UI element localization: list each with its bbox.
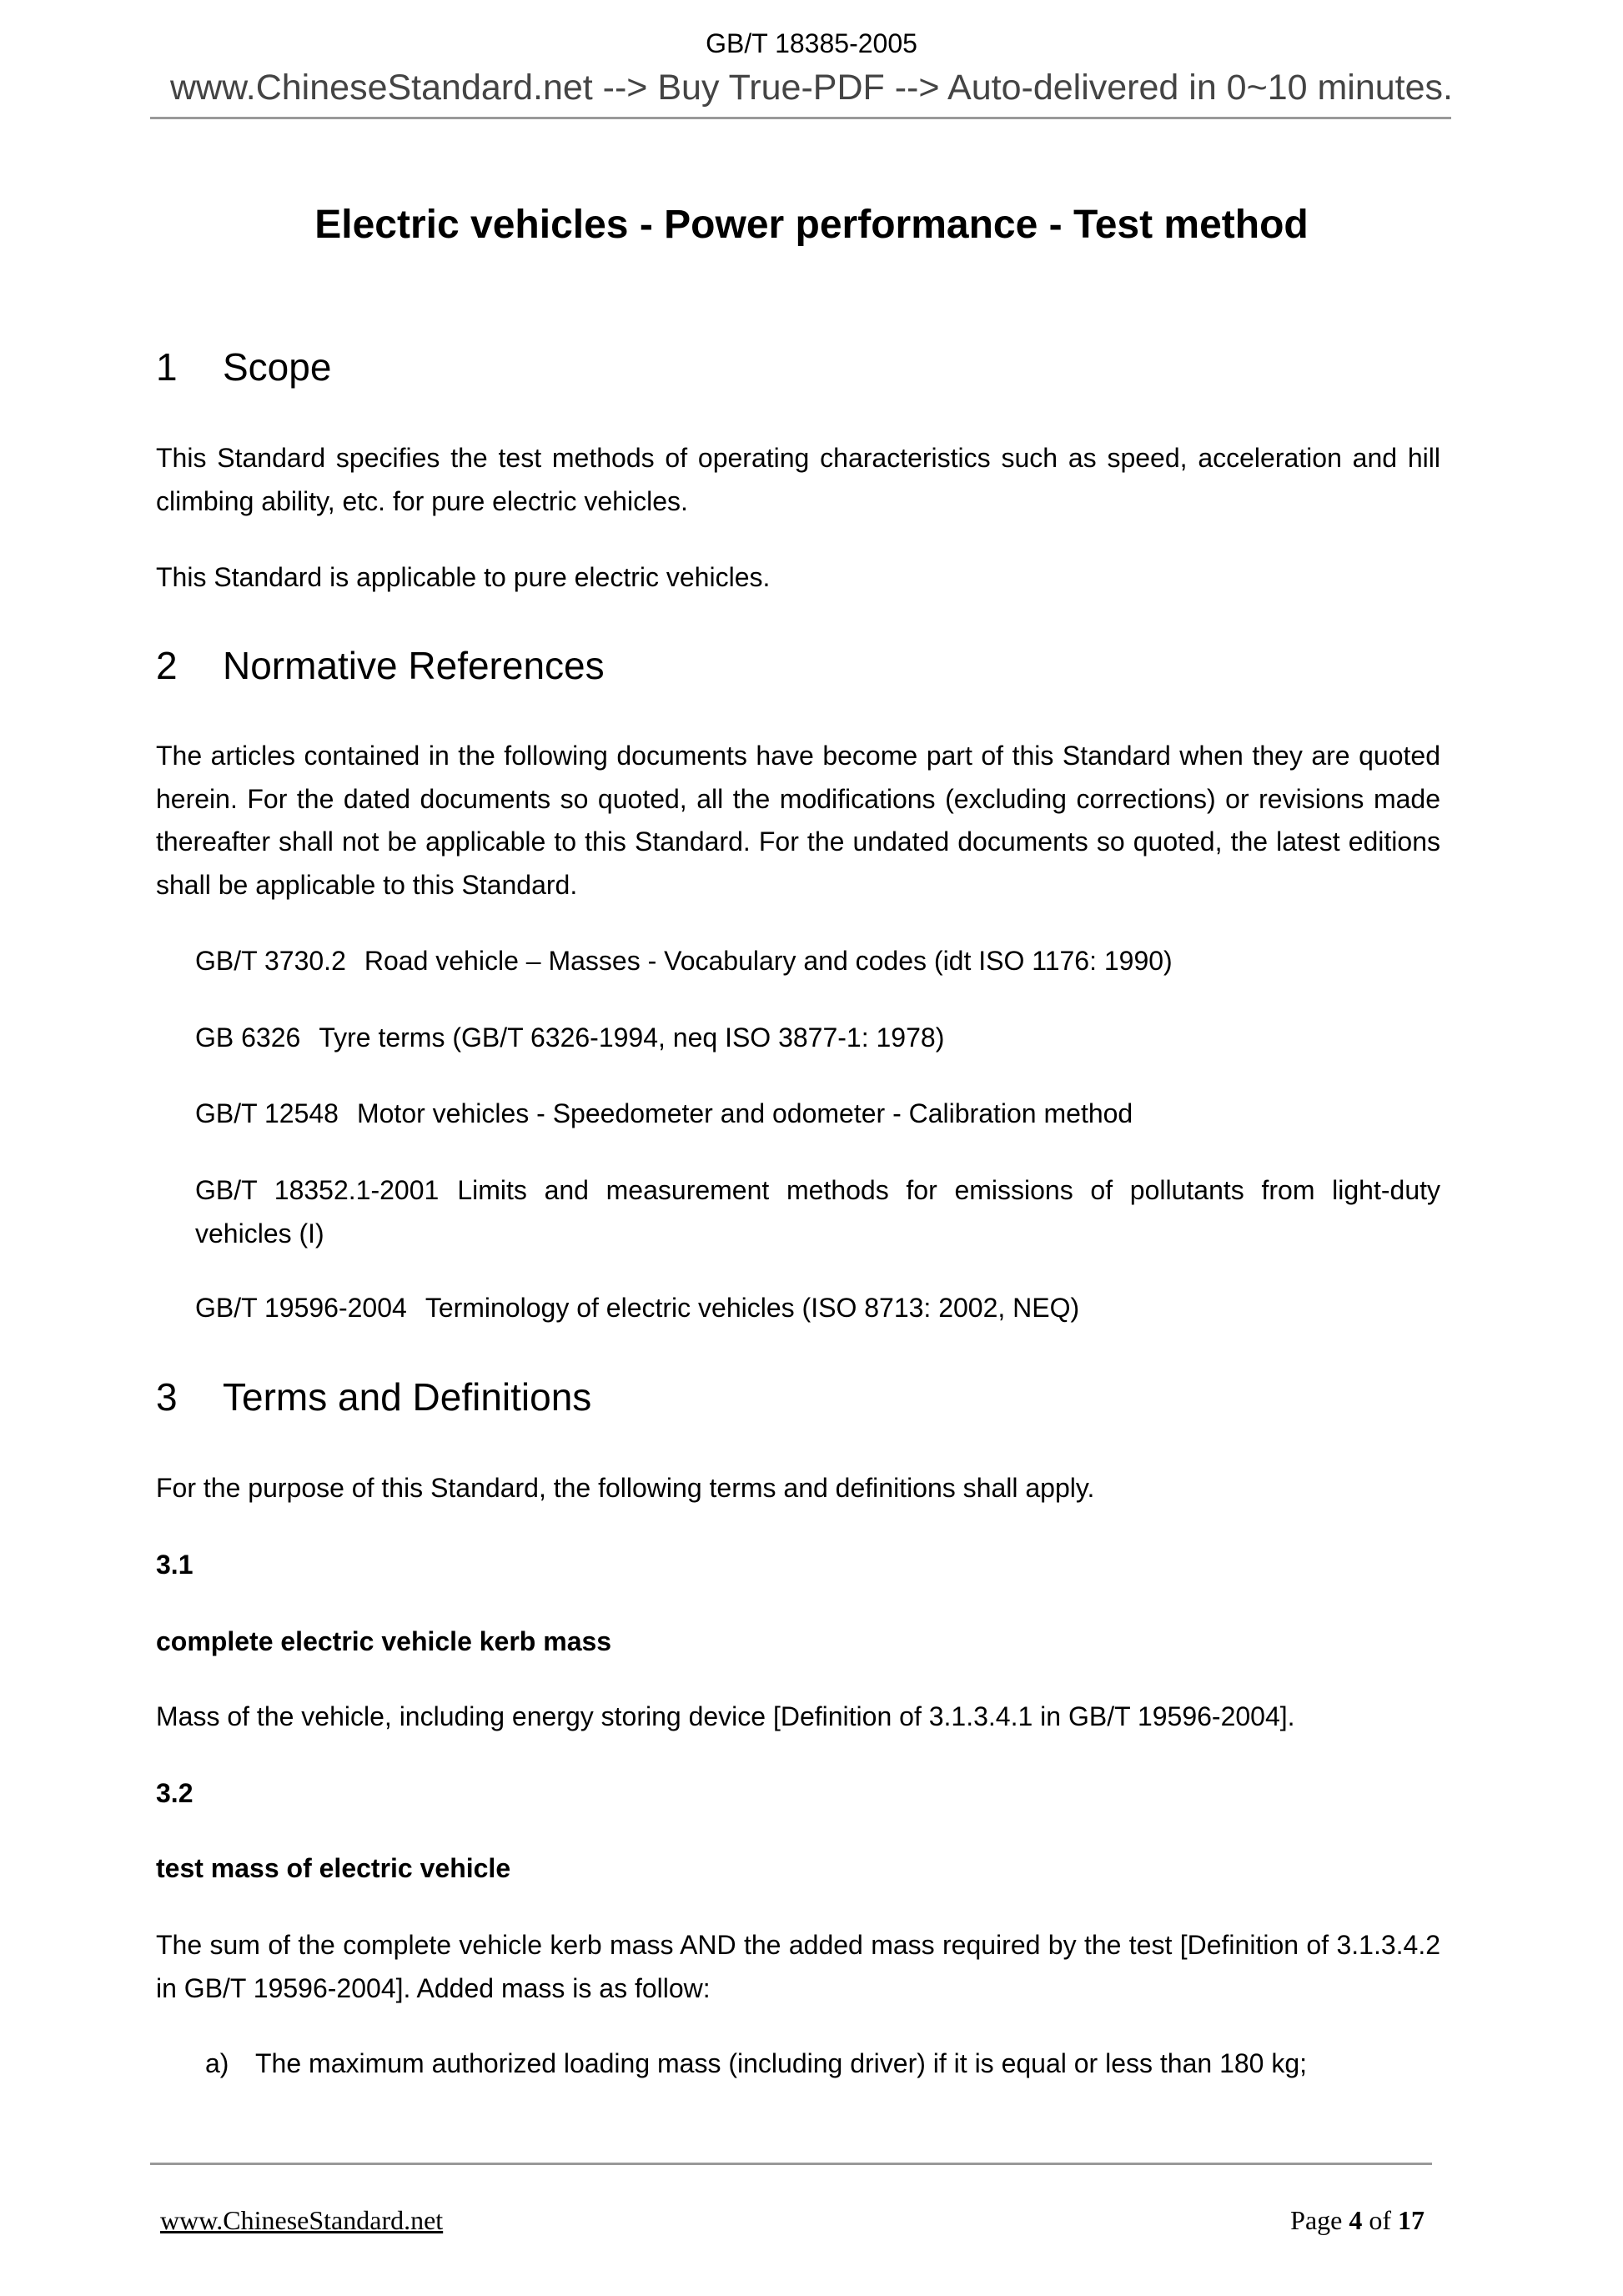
section-number: 2: [156, 644, 178, 687]
term-number: 3.2: [156, 1778, 193, 1808]
list-text: The maximum authorized loading mass (including driver) if it is equal or less than 180 kg;: [255, 2048, 1308, 2078]
header-divider: [150, 117, 1451, 119]
section-heading-terms-definitions: [156, 1372, 591, 1422]
page-total: 17: [1398, 2205, 1425, 2235]
reference-text: Limits and measurement methods for emissions of pollutants from light-duty vehicles (I): [195, 1175, 1441, 1248]
section-number: 3: [156, 1375, 178, 1419]
reference-text: Terminology of electric vehicles (ISO 8713: 2002, NEQ): [425, 1293, 1080, 1323]
reference-item: [195, 940, 1440, 983]
term-name: complete electric vehicle kerb mass: [156, 1626, 612, 1656]
section-title: Normative References: [223, 644, 605, 687]
reference-item: [195, 1017, 1440, 1060]
page-indicator: [1290, 2202, 1425, 2238]
reference-code: GB/T 19596-2004: [195, 1293, 407, 1323]
paragraph: This Standard is applicable to pure electric vehicles.: [156, 562, 771, 592]
term-name: test mass of electric vehicle: [156, 1853, 511, 1883]
page-number: 4: [1349, 2205, 1363, 2235]
section-number: 1: [156, 345, 178, 389]
reference-item: [195, 1287, 1440, 1330]
reference-code: GB/T 12548: [195, 1098, 339, 1128]
reference-text: Tyre terms (GB/T 6326-1994, neq ISO 3877-1: 1978): [319, 1022, 945, 1053]
paragraph: The articles contained in the following documents have become part of this Standard when they are quoted herein. For the dated documents so quoted, all the modifications (excluding corrections) or revisions made thereafter shall not be applicable to this Standard. For the undated documents so quoted, the latest editions shall be applicable to this Standard.: [156, 741, 1440, 900]
reference-code: GB/T 3730.2: [195, 946, 346, 976]
footer-site-link[interactable]: www.ChineseStandard.net: [160, 2205, 444, 2235]
term-definition: The sum of the complete vehicle kerb mass AND the added mass required by the test [Definition of 3.1.3.4.2 in GB/T 19596-2004]. Added mass is as follow:: [156, 1930, 1440, 2003]
section-heading-scope: [156, 342, 331, 392]
footer-divider: [150, 2163, 1432, 2165]
reference-item: [195, 1169, 1440, 1255]
standard-code: GB/T 18385-2005: [706, 28, 917, 58]
reference-code: GB 6326: [195, 1022, 301, 1053]
section-heading-normative-references: [156, 641, 605, 691]
list-label: a): [205, 2048, 229, 2078]
section-title: Terms and Definitions: [223, 1375, 592, 1419]
reference-item: [195, 1093, 1440, 1136]
header-banner: www.ChineseStandard.net --> Buy True-PDF --> Auto-delivered in 0~10 minutes.: [169, 68, 1453, 108]
section-title: Scope: [223, 345, 332, 389]
page-of: of: [1362, 2205, 1398, 2235]
term-number: 3.1: [156, 1550, 193, 1580]
page-prefix: Page: [1290, 2205, 1349, 2235]
list-item: [205, 2042, 1440, 2085]
paragraph: For the purpose of this Standard, the following terms and definitions shall apply.: [156, 1473, 1095, 1503]
reference-text: Motor vehicles - Speedometer and odometer - Calibration method: [356, 1098, 1133, 1128]
term-definition: Mass of the vehicle, including energy storing device [Definition of 3.1.3.4.1 in GB/T 19596-2004].: [156, 1701, 1295, 1731]
reference-code: GB/T 18352.1-2001: [195, 1175, 440, 1205]
paragraph: This Standard specifies the test methods of operating characteristics such as speed, acceleration and hill climbing ability, etc. for pure electric vehicles.: [156, 443, 1440, 516]
document-title: Electric vehicles - Power performance - Test method: [314, 203, 1309, 247]
reference-text: Road vehicle – Masses - Vocabulary and codes (idt ISO 1176: 1990): [364, 946, 1173, 976]
